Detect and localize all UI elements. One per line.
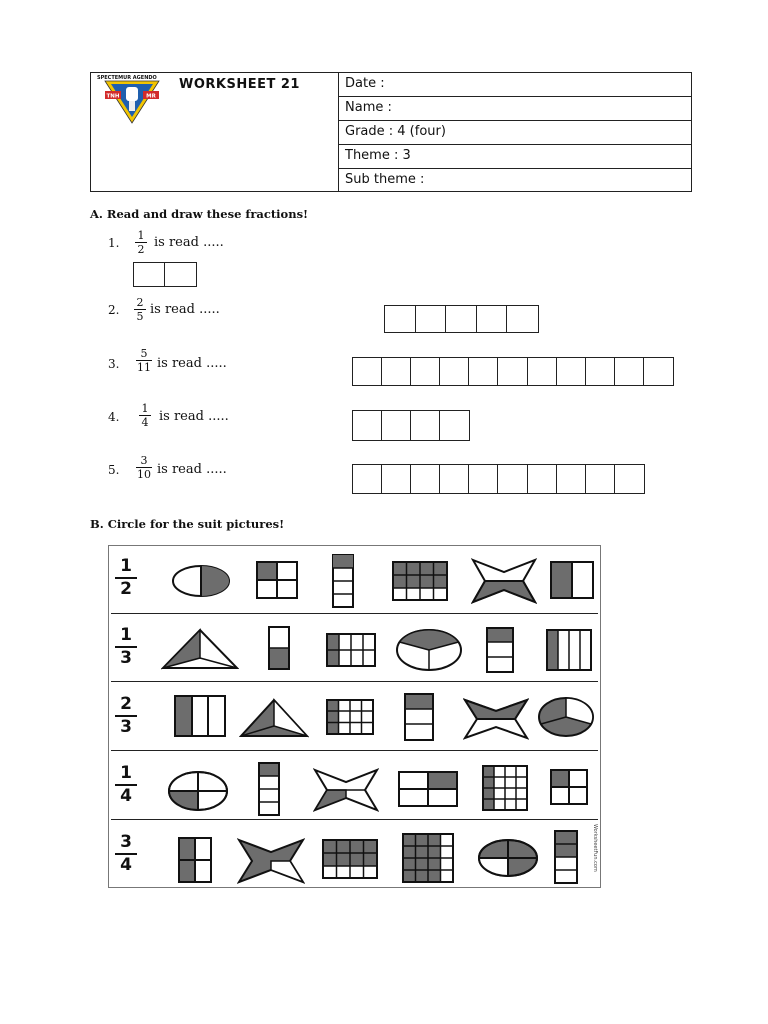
grid-sixteen-cells-picture[interactable]: [481, 764, 529, 812]
drawing-cell[interactable]: [382, 465, 411, 493]
theme-field: Theme : 3: [339, 145, 691, 169]
drawing-cell[interactable]: [411, 465, 440, 493]
drawing-cell[interactable]: [353, 411, 382, 440]
drawing-cell[interactable]: [469, 358, 498, 385]
is-read-text: is read .....: [159, 409, 229, 424]
column-four-cells-picture[interactable]: [331, 553, 355, 609]
square-quarter-shaded-picture[interactable]: [255, 560, 299, 600]
grade-field: Grade : 4 (four): [339, 121, 691, 145]
drawing-cell[interactable]: [528, 465, 557, 493]
drawing-cell[interactable]: [440, 465, 469, 493]
drawing-cell[interactable]: [382, 411, 411, 440]
drawing-cell[interactable]: [557, 465, 586, 493]
star-half-shaded-picture[interactable]: [463, 698, 529, 740]
grid-eight-cells-picture[interactable]: [325, 632, 377, 668]
fraction: [135, 230, 147, 255]
drawing-cell[interactable]: [165, 263, 196, 286]
fraction-denominator: 2: [137, 243, 145, 256]
column-two-cells-picture[interactable]: [267, 625, 291, 671]
drawing-cell[interactable]: [498, 465, 527, 493]
drawing-cell[interactable]: [411, 411, 440, 440]
fraction-drawing-boxes[interactable]: [352, 410, 470, 441]
drawing-cell[interactable]: [528, 358, 557, 385]
row-fraction-label: 2 3: [115, 696, 137, 736]
fraction-denominator: 5: [136, 310, 144, 323]
fraction-numerator: 3: [140, 454, 148, 467]
column-three-cells-picture[interactable]: [485, 626, 515, 674]
question-number: 4.: [108, 410, 120, 424]
fraction: [136, 348, 152, 373]
grid-sixteen-cells-picture[interactable]: [401, 832, 455, 884]
rectangle-thirds-picture[interactable]: [173, 694, 227, 738]
drawing-cell[interactable]: [507, 306, 538, 332]
grid-twelve-cells-picture[interactable]: [321, 838, 379, 880]
drawing-cell[interactable]: [615, 358, 644, 385]
fraction-drawing-boxes[interactable]: [133, 262, 197, 287]
triangle-third-shaded-picture[interactable]: [161, 628, 239, 670]
row-fraction-label: 3 4: [115, 834, 137, 874]
worksheet-watermark: WorksheetFun.com: [592, 824, 598, 872]
section-b-title: B. Circle for the suit pictures!: [90, 517, 285, 531]
row-fraction-label: 1 4: [115, 765, 137, 805]
rectangle-quarters-picture[interactable]: [177, 836, 213, 884]
worksheet-title: WORKSHEET 21: [179, 77, 300, 92]
grid-twelve-cells-picture[interactable]: [325, 698, 375, 736]
drawing-cell[interactable]: [469, 465, 498, 493]
drawing-cell[interactable]: [586, 465, 615, 493]
fraction-drawing-boxes[interactable]: [352, 357, 674, 386]
drawing-cell[interactable]: [353, 358, 382, 385]
is-read-text: is read .....: [150, 302, 220, 317]
fraction-numerator: 1: [141, 402, 149, 415]
drawing-cell[interactable]: [615, 465, 644, 493]
drawing-cell[interactable]: [446, 306, 477, 332]
drawing-cell[interactable]: [440, 411, 469, 440]
drawing-cell[interactable]: [134, 263, 165, 286]
fraction-numerator: 5: [140, 347, 148, 360]
row-fraction-label: 1 2: [115, 558, 137, 598]
rectangle-quarters-picture[interactable]: [397, 770, 459, 808]
section-a-title: A. Read and draw these fractions!: [90, 207, 309, 221]
drawing-cell[interactable]: [382, 358, 411, 385]
is-read-text: is read .....: [154, 235, 224, 250]
drawing-cell[interactable]: [440, 358, 469, 385]
star-quarter-shaded-picture[interactable]: [313, 768, 379, 812]
question-number: 3.: [108, 357, 120, 371]
fraction-denominator: 4: [141, 416, 149, 429]
sub-theme-field[interactable]: Sub theme :: [345, 172, 425, 187]
date-field[interactable]: Date :: [339, 73, 691, 97]
drawing-cell[interactable]: [586, 358, 615, 385]
drawing-cell[interactable]: [557, 358, 586, 385]
name-field[interactable]: Name :: [339, 97, 691, 121]
worksheet-header: [90, 72, 692, 192]
fraction: [134, 297, 146, 322]
drawing-cell[interactable]: [385, 306, 416, 332]
column-four-cells-picture[interactable]: [257, 761, 281, 817]
question-number: 5.: [108, 463, 120, 477]
triangle-two-thirds-picture[interactable]: [239, 698, 309, 738]
svg-text:MR: MR: [146, 93, 156, 100]
star-half-shaded-picture[interactable]: [471, 558, 537, 604]
drawing-cell[interactable]: [353, 465, 382, 493]
oval-thirds-picture[interactable]: [537, 696, 595, 738]
column-three-cells-picture[interactable]: [403, 692, 435, 742]
drawing-cell[interactable]: [498, 358, 527, 385]
fraction-pictures-grid: [108, 545, 601, 888]
circle-half-shaded-picture[interactable]: [171, 564, 231, 598]
fraction-drawing-boxes[interactable]: [384, 305, 539, 333]
column-four-cells-picture[interactable]: [553, 829, 579, 885]
fraction-numerator: 1: [137, 229, 145, 242]
header-fields: [339, 73, 691, 191]
row-fraction-label: 1 3: [115, 627, 137, 667]
rectangle-four-strips-picture[interactable]: [545, 628, 593, 672]
oval-three-quarters-picture[interactable]: [477, 838, 539, 878]
square-quarter-shaded-picture[interactable]: [549, 768, 589, 806]
is-read-text: is read .....: [157, 356, 227, 371]
oval-third-shaded-picture[interactable]: [395, 628, 463, 672]
circle-quarters-picture[interactable]: [167, 770, 229, 812]
fraction: [139, 403, 151, 428]
drawing-cell[interactable]: [411, 358, 440, 385]
fraction-numerator: 2: [136, 296, 144, 309]
question-number: 2.: [108, 303, 120, 317]
fraction: [136, 455, 152, 480]
fraction-denominator: 10: [137, 468, 151, 481]
logo-caption: SPECTEMUR AGENDO: [97, 75, 157, 81]
question-number: 1.: [108, 236, 120, 250]
star-three-quarters-picture[interactable]: [237, 838, 305, 884]
is-read-text: is read .....: [157, 462, 227, 477]
drawing-cell[interactable]: [477, 306, 508, 332]
drawing-cell[interactable]: [644, 358, 673, 385]
rectangle-half-shaded-picture[interactable]: [549, 560, 595, 600]
header-logo-cell: [91, 73, 339, 191]
drawing-cell[interactable]: [416, 306, 447, 332]
fraction-denominator: 11: [137, 361, 151, 374]
svg-text:TNH: TNH: [106, 93, 120, 100]
grid-twelve-cells-picture[interactable]: [391, 560, 449, 602]
fraction-drawing-boxes[interactable]: [352, 464, 645, 494]
